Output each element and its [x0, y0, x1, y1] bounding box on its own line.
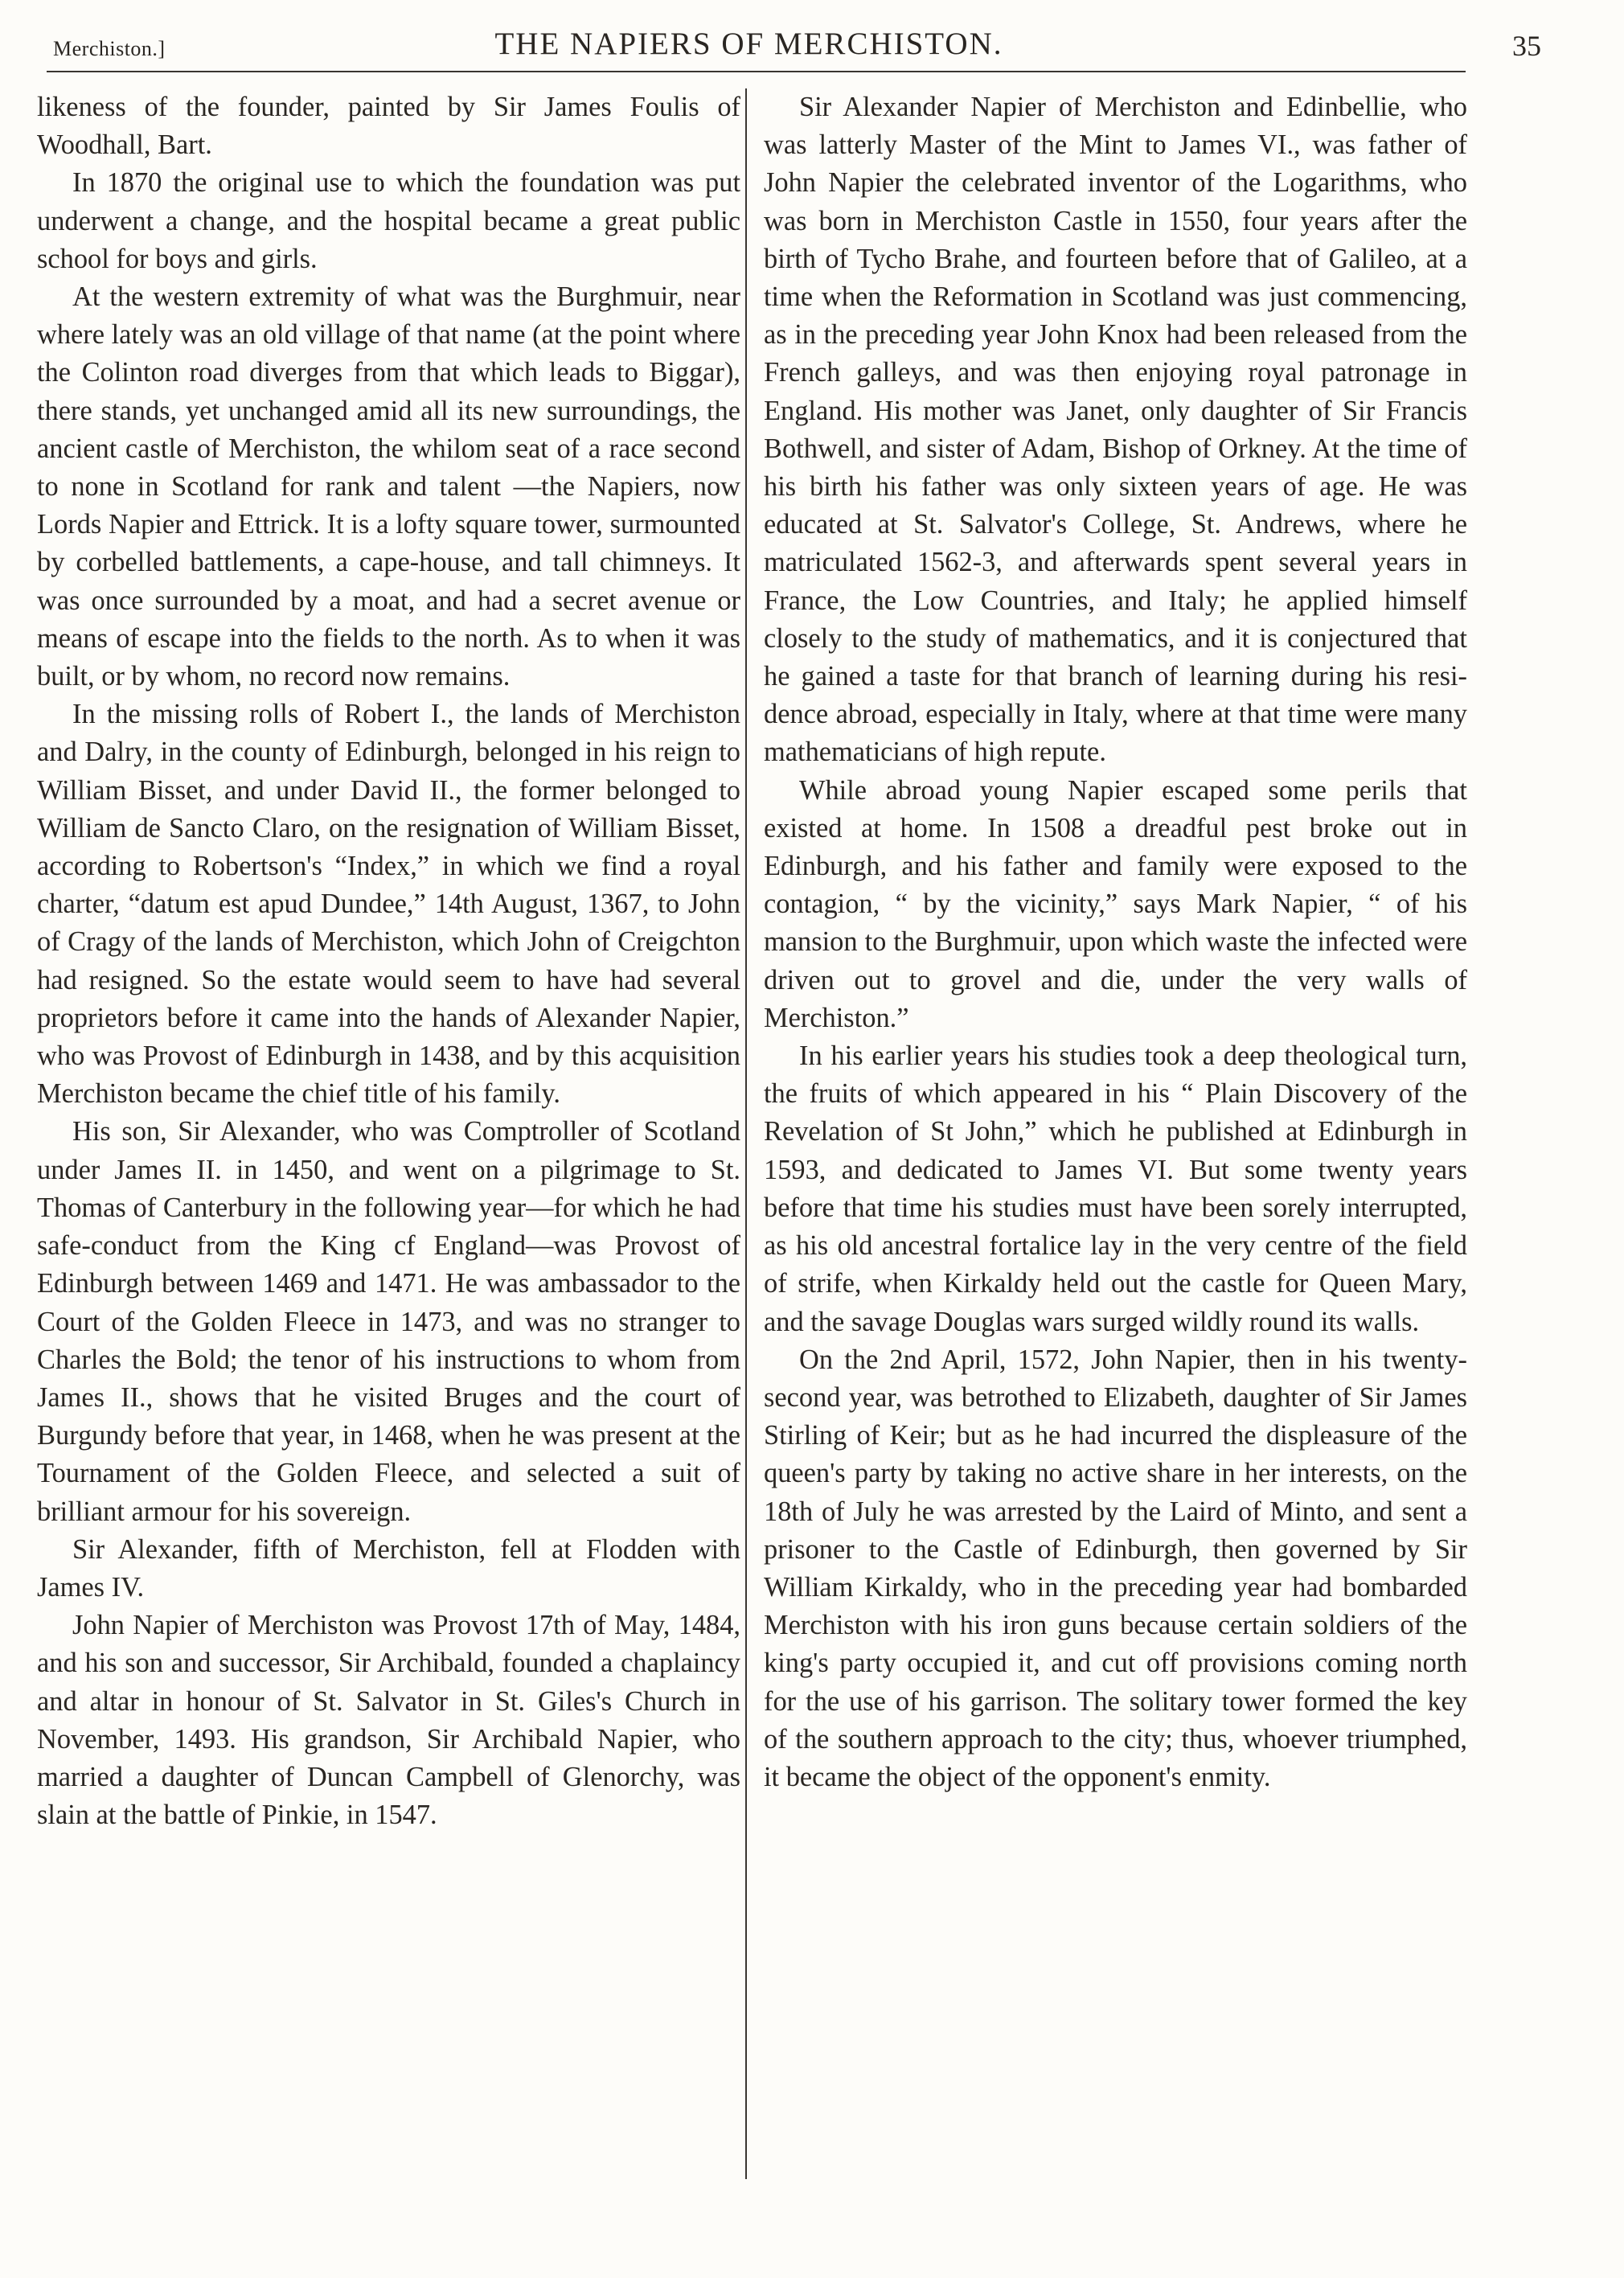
paragraph: In 1870 the original use to which the foundation was put underwent a change, and the hospital became a great public school for boys and girls.: [37, 167, 740, 274]
section-label: Merchiston.]: [53, 37, 166, 60]
column-divider: [745, 88, 747, 2179]
running-head: [47, 24, 1541, 69]
paragraph: While abroad young Napier escaped some perils that existed at home. In 1508 a dreadful pest broke out in Edinburgh, and his father and family were exposed to the contagion, “ by the vicinity,” says Mark Napier, “ of his mansion to the Burghmuir, upon which waste the infected were driven out to grovel and die, under the very walls of Merchiston.”: [764, 774, 1467, 1033]
paragraph: Sir Alexander Napier of Merchiston and Edinbellie, who was latterly Master of the Mint to James VI., was father of John Napier the celebrated inventor of the Logarithms, who was born in Merchiston Castle in 1550, four years after the birth of Tycho Brahe, and fourteen before that of Galileo, at a time when the Reformation in Scotland was just commencing, as in the preceding year John Knox had been released from the French galleys, and was then enjoying royal patronage in England. His mother was Janet, only daughter of Sir Francis Bothwell, and sister of Adam, Bishop of Orkney. At the time of his birth his father was only sixteen years of age. He was educated at St. Salvator's College, St. Andrews, where he matriculated 1562-3, and afterwards spent several years in France, the Low Countries, and Italy; he applied himself closely to the study of mathematics, and it is conjectured that he gained a taste for that branch of learning during his residence abroad, especially in Italy, where at that time were many mathematicians of high repute.: [764, 92, 1467, 768]
paragraph: In his earlier years his studies took a deep theological turn, the fruits of which appeared in his “ Plain Discovery of the Revelation of St John,” which he published at Edinburgh in 1593, and dedicated to James VI. But some twenty years before that time his studies must have been sorely interrupted, as his old ancestral fortalice lay in the very centre of the field of strife, when Kirkaldy held out the castle for Queen Mary, and the savage Douglas wars surged wildly round its walls.: [764, 1040, 1467, 1337]
paragraph: Sir Alexander, fifth of Merchiston, fell at Flodden with James IV.: [37, 1533, 740, 1603]
page-title: THE NAPIERS OF MERCHISTON.: [494, 27, 1003, 61]
paragraph: In the missing rolls of Robert I., the lands of Merchiston and Dalry, in the county of Edinburgh, belonged in his reign to William Bisset, and under David II., the former belonged to William de Sancto Claro, on the resignation of William Bisset, according to Robertson's “Index,” in which we find a royal charter, “datum est apud Dundee,” 14th August, 1367, to John of Cragy of the lands of Merchiston, which John of Creigchton had resigned. So the estate would seem to have had several proprietors before it came into the hands of Alexander Napier, who was Provost of Edinburgh in 1438, and by this acquisition Merchiston became the chief title of his family.: [37, 699, 740, 1110]
paragraph: likeness of the founder, painted by Sir James Foulis of Woodhall, Bart.: [37, 92, 740, 161]
paragraph: His son, Sir Alexander, who was Comptroller of Scotland under James II. in 1450, and went on a pilgrimage to St. Thomas of Canterbury in the following year—for which he had safe-conduct from the King cf England—was Provost of Edinburgh between 1469 and 1471. He was ambassador to the Court of the Golden Fleece in 1473, and was no stranger to Charles the Bold; the tenor of his instructions to whom from James II., shows that he visited Bruges and the court of Burgundy before that year, in 1468, when he was present at the Tournament of the Golden Fleece, and selected a suit of brilliant armour for his sovereign.: [37, 1116, 740, 1527]
paragraph: On the 2nd April, 1572, John Napier, then in his twenty-second year, was betrothed to Elizabeth, daughter of Sir James Stirling of Keir; but as he had incurred the displeasure of the queen's party by taking no active share in her interests, on the 18th of July he was arrested by the Laird of Minto, and sent a prisoner to the Castle of Edinburgh, then governed by Sir William Kirkaldy, who in the preceding year had bombarded Merchiston with his iron guns because certain soldiers of the king's party occupied it, and cut off provisions coming north for the use of his garrison. The solitary tower formed the key of the southern approach to the city; thus, whoever triumphed, it became the object of the opponent's enmity.: [764, 1344, 1467, 1792]
paragraph: At the western extremity of what was the Burghmuir, near where lately was an old village of that name (at the point where the Colinton road diverges from that which leads to Biggar), there stands, yet unchanged amid all its new surroundings, the ancient castle of Merchiston, the whilom seat of a race second to none in Scotland for rank and talent —the Napiers, now Lords Napier and Ettrick. It is a lofty square tower, surmounted by corbelled battlements, a cape-house, and tall chimneys. It was once surrounded by a moat, and had a secret avenue or means of escape into the fields to the north. As to when it was built, or by whom, no record now remains.: [37, 281, 740, 692]
page-number: 35: [1512, 30, 1541, 62]
left-column: [37, 88, 740, 1834]
paragraph: John Napier of Merchiston was Provost 17th of May, 1484, and his son and successor, Sir Archibald, founded a chaplaincy and altar in honour of St. Salvator in St. Giles's Church in November, 1493. His grandson, Sir Archibald Napier, who married a daughter of Duncan Campbell of Glenorchy, was slain at the battle of Pinkie, in 1547.: [37, 1610, 740, 1831]
header-rule: [47, 71, 1466, 72]
right-column: [764, 88, 1467, 1796]
